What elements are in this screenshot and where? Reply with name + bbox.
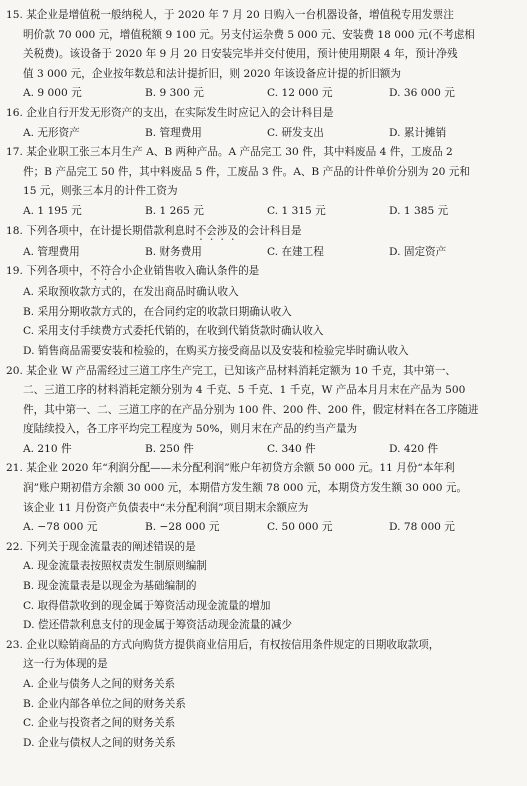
option-d: D. 1 385 元	[389, 204, 449, 217]
option-b: B. 管理费用	[145, 126, 202, 139]
question-17-line: 15 元，则张三本月的计件工资为	[23, 185, 178, 198]
question-21-line: 21. 某企业 2020 年“利润分配——未分配利润”账户年初贷方余额 50 000 元。11 月份“本年利	[6, 462, 455, 475]
option-b: B. −28 000 元	[145, 521, 220, 534]
question-16-options	[6, 124, 519, 144]
option-c: C. 50 000 元	[267, 521, 333, 534]
question-18-emphasis: 不会涉及	[195, 224, 239, 237]
option-d: D. 420 件	[389, 442, 439, 455]
option-a: A. 210 件	[23, 442, 72, 455]
question-18-options	[6, 243, 519, 263]
question-20-line: 度陆续投入，各工序平均完工程度为 50%，则月末在产品的约当产量为	[23, 423, 358, 436]
option-c: C. 340 件	[267, 442, 316, 455]
question-23	[6, 636, 519, 754]
option-a: A. 无形资产	[23, 126, 80, 139]
question-19-emphasis: 不符合	[89, 265, 122, 278]
question-15-line: 值 3 000 元，企业按年数总和法计提折旧，则 2020 年该设备应计提的折旧额为	[23, 67, 401, 80]
option-a: A. 采取预收款方式的，在发出商品时确认收入	[23, 286, 239, 299]
option-c: C. 采用支付手续费方式委托代销的，在收到代销货款时确认收入	[23, 325, 324, 338]
option-c: C. 1 315 元	[267, 204, 326, 217]
option-d: D. 销售商品需要安装和检验的，在购买方接受商品以及安装和检验完毕时确认收入	[23, 344, 409, 357]
question-17	[6, 143, 519, 221]
option-c: C. 12 000 元	[267, 87, 333, 100]
option-b: B. 1 265 元	[145, 204, 204, 217]
question-19-stem-post: 小企业销售收入确认条件的是	[121, 265, 260, 278]
option-b: B. 现金流量表是以现金为基础编制的	[23, 580, 197, 593]
option-b: B. 9 300 元	[145, 87, 204, 100]
question-23-line: 23. 企业以赊销商品的方式向购货方提供商业信用后，有权按信用条件规定的日期收取款项，	[6, 638, 440, 651]
question-22-line: 22. 下列关于现金流量表的阐述错误的是	[6, 540, 196, 553]
option-a: A. −78 000 元	[23, 521, 98, 534]
question-22	[6, 538, 519, 636]
option-a: A. 1 195 元	[23, 204, 82, 217]
option-d: D. 企业与债权人之间的财务关系	[23, 736, 176, 749]
option-d: D. 偿还借款利息支付的现金属于筹资活动现金流量的减少	[23, 619, 293, 632]
option-b: B. 企业内部各单位之间的财务关系	[23, 697, 186, 710]
option-d: D. 固定资产	[389, 245, 447, 258]
question-21-options	[6, 518, 519, 538]
option-b: B. 采用分期收款方式的，在合同约定的收款日期确认收入	[23, 305, 292, 318]
question-21	[6, 459, 519, 537]
question-20-options	[6, 440, 519, 460]
question-17-line: 17. 某企业职工张三本月生产 A、B 两种产品。A 产品完工 30 件，其中料废品 4 件，工废品 2	[6, 146, 453, 159]
option-a: A. 现金流量表按照权责发生制原则编制	[23, 560, 207, 573]
option-c: C. 企业与投资者之间的财务关系	[23, 717, 176, 730]
option-a: A. 管理费用	[23, 245, 80, 258]
question-19-stem	[6, 262, 519, 283]
option-b: B. 财务费用	[145, 245, 202, 258]
question-15-line: 15. 某企业是增值税一般纳税人，于 2020 年 7 月 20 日购入一台机器设备，增值税专用发票注	[6, 9, 454, 21]
question-23-line: 这一行为体现的是	[23, 658, 108, 671]
question-18-stem	[6, 222, 519, 243]
question-17-line: 件；B 产品完工 50 件，其中料废品 5 件，工废品 3 件。A、B 产品的计件单价分别为 20 元和	[23, 165, 470, 178]
option-a: A. 企业与债务人之间的财务关系	[23, 678, 176, 690]
question-16	[6, 104, 519, 143]
question-19-stem-pre: 19. 下列各项中，	[6, 265, 90, 278]
option-d: D. 78 000 元	[389, 521, 455, 534]
question-20-line: 二、三道工序的材料消耗定额分别为 4 千克、5 千克、1 千克，W 产品本月月末在产品为 500	[23, 384, 466, 397]
option-c: C. 取得借款收到的现金属于筹资活动现金流量的增加	[23, 599, 271, 612]
option-c: C. 研发支出	[267, 126, 324, 139]
option-a: A. 9 000 元	[23, 87, 82, 100]
option-b: B. 250 件	[145, 442, 194, 455]
question-21-line: 该企业 11 月份资产负债表中“未分配利润”项目期末余额应为	[23, 501, 309, 514]
option-d: D. 累计摊销	[389, 126, 447, 139]
question-18-stem-post: 的会计科目是	[238, 224, 302, 237]
question-20-line: 20. 某企业 W 产品需经过三道工序生产完工，已知该产品材料消耗定额为 10 千克，其中第一、	[6, 364, 457, 377]
question-15-options	[6, 84, 519, 104]
question-15-line: 关税费)。该设备于 2020 年 9 月 20 日安装完毕并交付使用，预计使用期限 4 年，预计净残	[23, 48, 458, 61]
question-21-line: 润”账户期初借方余额 30 000 元，本期借方发生额 78 000 元，本期贷方发生额 30 000 元。	[23, 482, 468, 495]
option-d: D. 36 000 元	[389, 87, 455, 100]
question-16-line: 16. 企业自行开发无形资产的支出，在实际发生时应记入的会计科目是	[6, 106, 334, 119]
option-c: C. 在建工程	[267, 245, 324, 258]
question-15	[6, 6, 519, 104]
question-18-stem-pre: 18. 下列各项中，在计提长期借款利息时	[6, 224, 196, 237]
question-15-line: 明价款 70 000 元，增值税额 9 100 元。另支付运杂费 5 000 元、安装费 18 000 元(不考虑相	[23, 28, 475, 41]
question-20	[6, 362, 519, 460]
question-19	[6, 262, 519, 361]
question-18	[6, 222, 519, 263]
question-17-options	[6, 202, 519, 222]
question-20-line: 件，其中第一、二、三道工序的在产品分别为 100 件、200 件、200 件，假定材料在各工序随进	[23, 403, 479, 416]
